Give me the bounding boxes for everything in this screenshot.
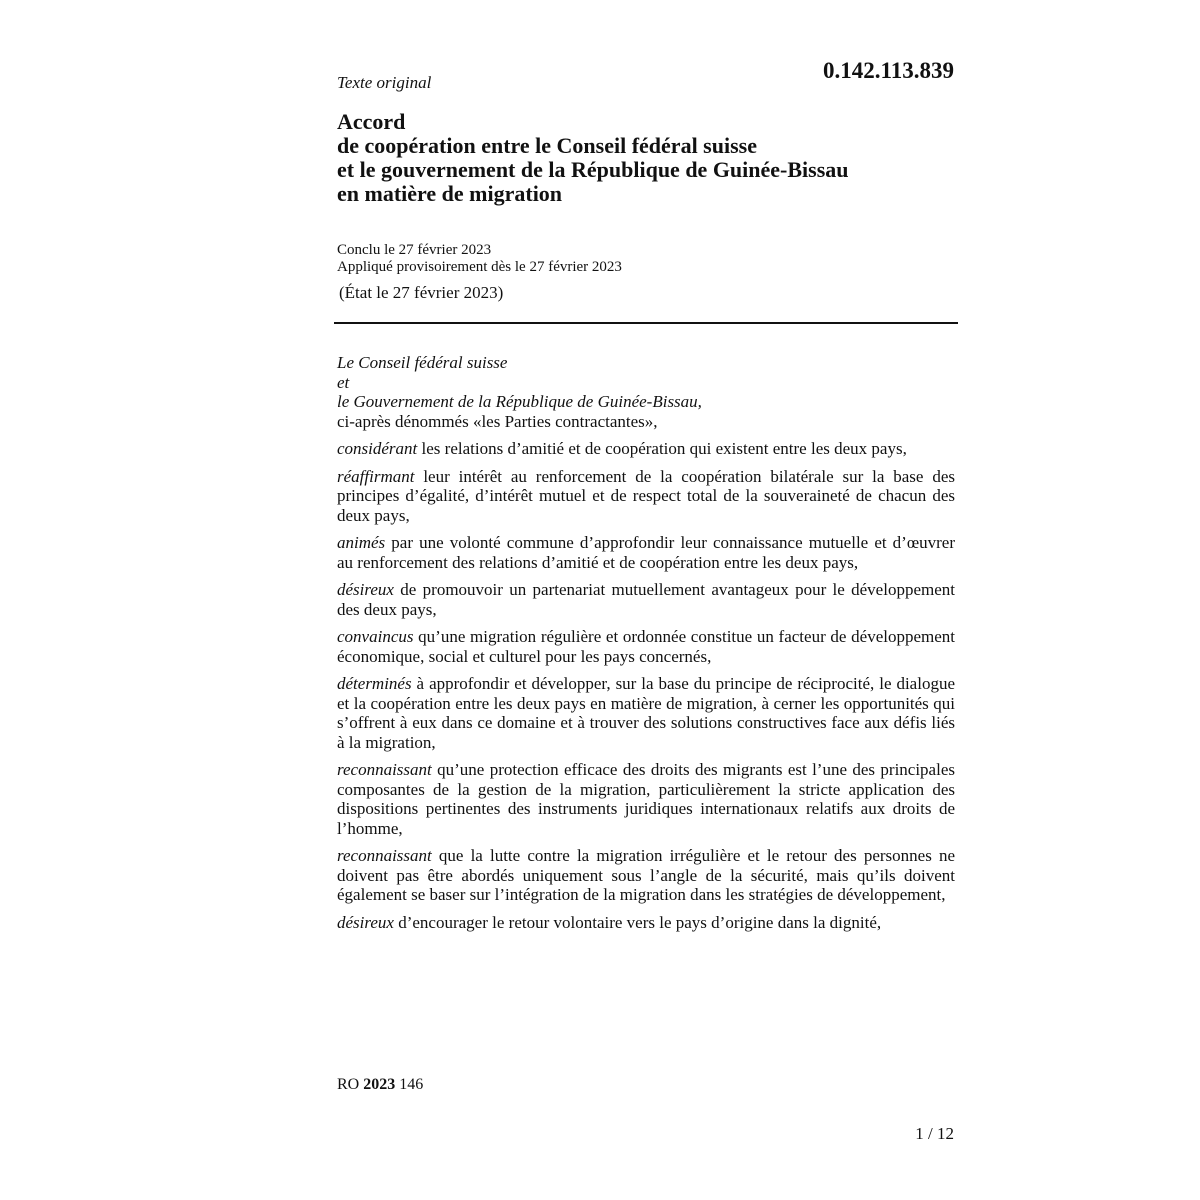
clause-lead: reconnaissant — [337, 846, 432, 865]
clause-text: d’encourager le retour volontaire vers le pays d’origine dans la dignité, — [393, 912, 882, 932]
clause-lead: considérant — [337, 439, 418, 458]
preamble-clause — [337, 439, 955, 459]
document-title — [337, 110, 957, 206]
official-compilation-reference — [337, 1076, 423, 1094]
clause-text: de promouvoir un partenariat mutuellement avantageux pour le développement des deux pays, — [337, 580, 955, 619]
clause-lead: convaincus — [337, 627, 414, 646]
preamble-clause — [337, 760, 955, 838]
title-line: en matière de migration — [337, 181, 563, 206]
clause-lead: désireux — [337, 580, 394, 599]
clause-text: qu’une protection efficace des droits des migrants est l’une des principales composantes de la gestion de la migration, particulièrement la stricte application des dispositions pertinentes des instruments juridiques internationaux relatifs aux droits de l’homme, — [337, 760, 955, 838]
ro-page: 146 — [395, 1076, 424, 1093]
title-line: de coopération entre le Conseil fédéral suisse — [337, 133, 757, 158]
clause-text: les relations d’amitié et de coopération qui existent entre les deux pays, — [417, 439, 907, 458]
preamble-clause — [337, 674, 955, 752]
party-guinea-bissau-government: le Gouvernement de la République de Guinée-Bissau, — [337, 392, 702, 411]
header-divider — [334, 322, 958, 324]
ro-prefix: RO — [337, 1076, 364, 1093]
page-indicator: 1 / 12 — [915, 1124, 954, 1143]
clause-text: que la lutte contre la migration irrégulière et le retour des personnes ne doivent pas être abordés uniquement sous l’angle de la sécurité, mais qu’ils doivent également se baser sur l’intégration de la migration dans les stratégies de développement, — [337, 846, 955, 904]
preamble-clause — [337, 913, 955, 933]
clause-text: par une volonté commune d’approfondir leur connaissance mutuelle et d’œuvrer au renforcement des relations d’amitié et de coopération entre les deux pays, — [337, 533, 955, 572]
preamble — [337, 353, 955, 940]
preamble-clause — [337, 467, 955, 526]
party-conjunction: et — [337, 372, 350, 392]
clause-lead: reconnaissant — [337, 760, 432, 779]
preamble-clause — [337, 580, 955, 619]
status-date: (État le 27 février 2023) — [339, 283, 504, 302]
applied-date: Appliqué provisoirement dès le 27 février 2023 — [337, 259, 622, 275]
preamble-clause — [337, 533, 955, 572]
clause-lead: réaffirmant — [337, 466, 415, 486]
ro-year: 2023 — [363, 1076, 396, 1093]
clause-text: qu’une migration régulière et ordonnée constitue un facteur de développement économique, social et culturel pour les pays concernés, — [337, 627, 955, 666]
clause-text: leur intérêt au renforcement de la coopération bilatérale sur la base des principes d’égalité, d’intérêt mutuel et de respect total de la souveraineté de chacun des deux pays, — [337, 466, 955, 525]
concluded-date: Conclu le 27 février 2023 — [337, 242, 492, 258]
clause-lead: déterminés — [337, 674, 412, 693]
preamble-clause — [337, 627, 955, 666]
original-text-label: Texte original — [337, 73, 432, 92]
date-block — [337, 242, 622, 276]
party-swiss-federal-council: Le Conseil fédéral suisse — [337, 353, 508, 372]
preamble-clause — [337, 846, 955, 905]
clause-text: à approfondir et développer, sur la base du principe de réciprocité, le dialogue et la coopération entre les deux pays en matière de migration, à cerner les opportunités qui s’offrent à eux dans ce domaine et à trouver des solutions constructives face aux défis liés à la migration, — [337, 674, 955, 752]
parties-designation: ci-après dénommés «les Parties contractantes», — [337, 411, 658, 431]
title-line: Accord — [337, 109, 406, 134]
contracting-parties — [337, 353, 955, 431]
clause-lead: désireux — [337, 912, 394, 932]
sr-number: 0.142.113.839 — [823, 58, 954, 83]
clause-lead: animés — [337, 533, 386, 552]
title-line: et le gouvernement de la République de Guinée-Bissau — [337, 157, 849, 182]
